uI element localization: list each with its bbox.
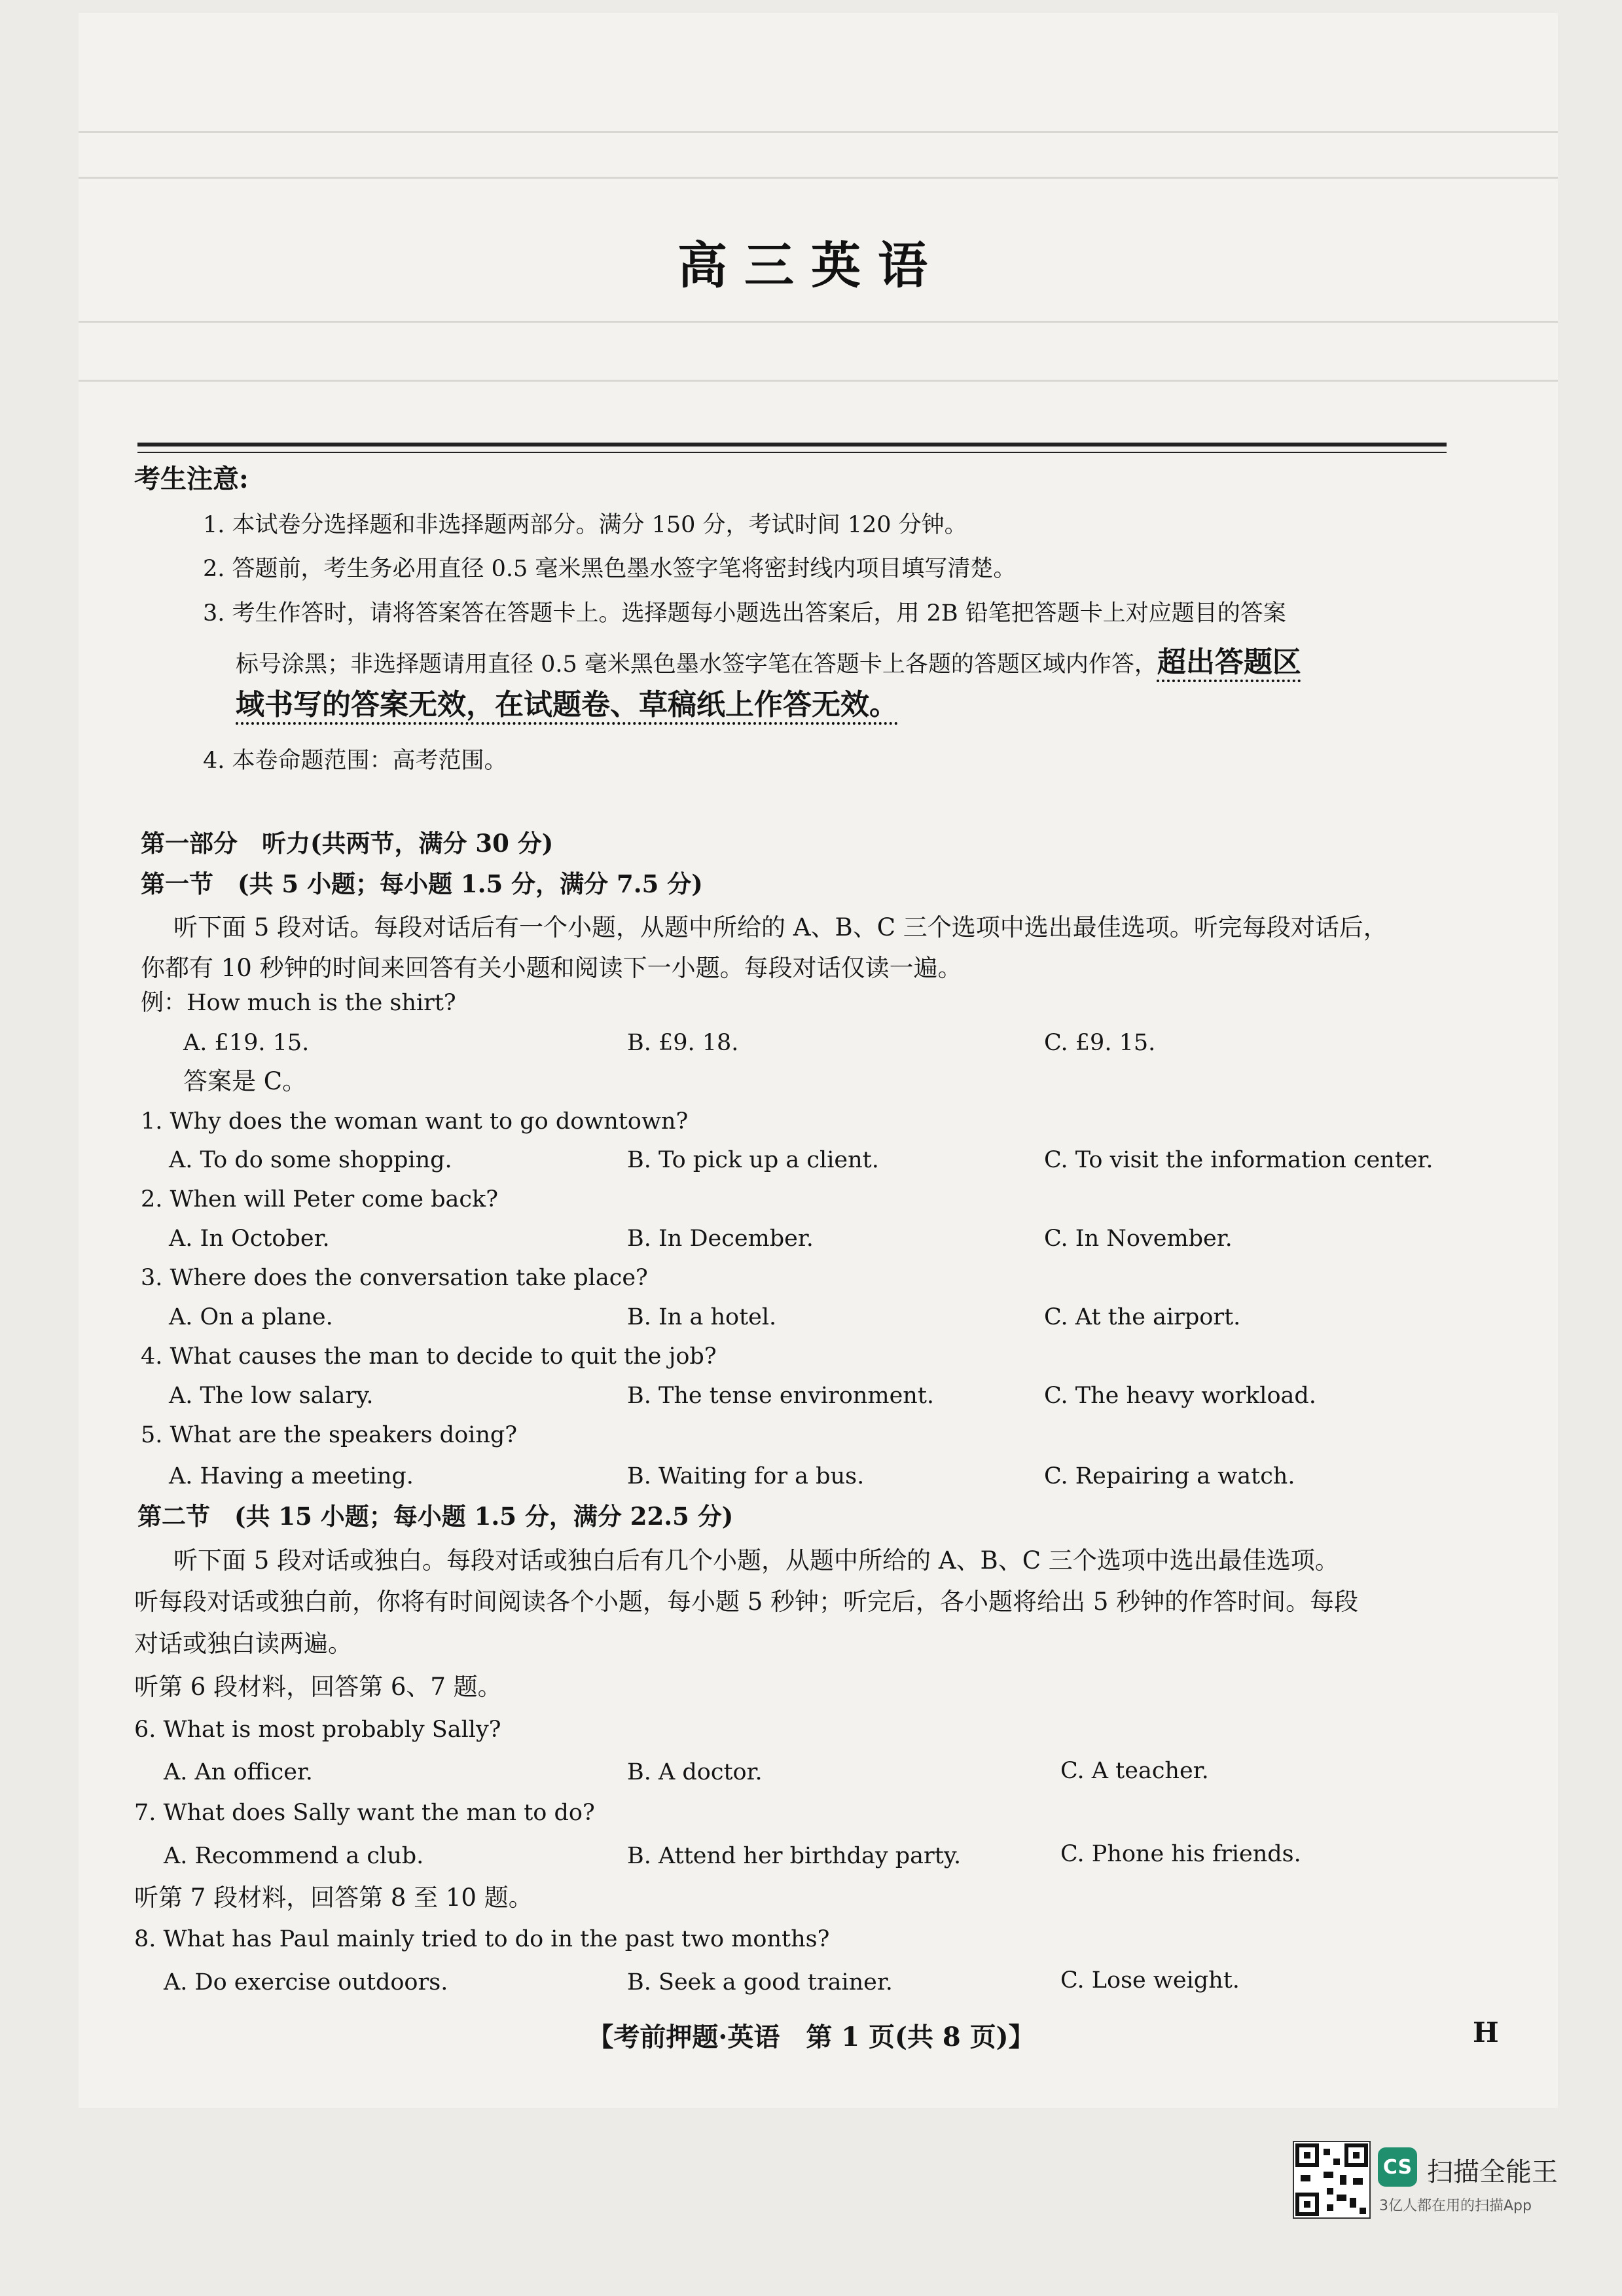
example-option-c: C. £9. 15.	[1044, 1030, 1156, 1056]
option-c: C. At the airport.	[1044, 1304, 1241, 1330]
option-b: B. In December.	[627, 1226, 814, 1252]
option-b: B. The tense environment.	[627, 1383, 935, 1409]
option-a: A. Having a meeting.	[169, 1463, 414, 1489]
option-a: A. To do some shopping.	[169, 1147, 452, 1173]
notice-item-2: 2. 答题前，考生务必用直径 0.5 毫米黑色墨水签字笔将密封线内项目填写清楚。	[203, 556, 1017, 582]
option-b: B. In a hotel.	[627, 1304, 777, 1330]
option-c: C. Lose weight.	[1060, 1967, 1240, 1994]
page-footer: 【考前押题·英语 第 1 页(共 8 页)】	[587, 2022, 1035, 2052]
section1-instructions-2: 你都有 10 秒钟的时间来回答有关小题和阅读下一小题。每段对话仅读一遍。	[141, 954, 962, 982]
scanner-app-name: 扫描全能王	[1427, 2157, 1558, 2187]
bleed-through-line	[79, 177, 1558, 179]
option-a: A. In October.	[169, 1226, 330, 1252]
exam-page	[79, 13, 1558, 2108]
option-c: C. Repairing a watch.	[1044, 1463, 1295, 1489]
option-a: A. The low salary.	[169, 1383, 374, 1409]
part1-heading: 第一部分 听力(共两节，满分 30 分)	[141, 829, 554, 858]
option-b: B. Waiting for a bus.	[627, 1463, 865, 1489]
option-c: C. The heavy workload.	[1044, 1383, 1316, 1409]
material-6-label: 听第 6 段材料，回答第 6、7 题。	[134, 1673, 502, 1701]
section2-heading: 第二节 (共 15 小题；每小题 1.5 分，满分 22.5 分)	[137, 1502, 734, 1531]
option-c: C. In November.	[1044, 1226, 1233, 1252]
section1-instructions-1: 听下面 5 段对话。每段对话后有一个小题，从题中所给的 A、B、C 三个选项中选出最佳选项。听完每段对话后，	[173, 913, 1388, 941]
notice-item-1: 1. 本试卷分选择题和非选择题两部分。满分 150 分，考试时间 120 分钟。	[203, 512, 967, 538]
scanner-tagline: 3亿人都在用的扫描App	[1379, 2198, 1532, 2214]
question-text: 1. Why does the woman want to go downtown?	[141, 1108, 689, 1135]
exam-title: 高三英语	[677, 236, 945, 295]
question-text: 5. What are the speakers doing?	[141, 1422, 518, 1448]
option-c: C. A teacher.	[1060, 1758, 1209, 1784]
option-b: B. A doctor.	[627, 1759, 763, 1785]
section2-instructions-3: 对话或独白读两遍。	[134, 1630, 352, 1658]
bleed-through-line	[79, 380, 1558, 382]
question-text: 4. What causes the man to decide to quit the job?	[141, 1343, 717, 1370]
question-text: 3. Where does the conversation take place?	[141, 1265, 648, 1291]
option-c: C. Phone his friends.	[1060, 1841, 1301, 1867]
option-b: B. Attend her birthday party.	[627, 1843, 962, 1869]
question-text: 7. What does Sally want the man to do?	[134, 1800, 595, 1826]
material-7-label: 听第 7 段材料，回答第 8 至 10 题。	[134, 1884, 533, 1912]
question-text: 6. What is most probably Sally?	[134, 1717, 501, 1743]
example-option-b: B. £9. 18.	[627, 1030, 739, 1056]
notice-item-3-line-2	[236, 648, 1301, 677]
option-a: A. An officer.	[164, 1759, 313, 1785]
qr-code-icon	[1293, 2141, 1371, 2219]
option-b: B. Seek a good trainer.	[627, 1969, 893, 1995]
bleed-through-line	[79, 321, 1558, 323]
section2-instructions-1: 听下面 5 段对话或独白。每段对话或独白后有几个小题，从题中所给的 A、B、C 三个选项中选出最佳选项。	[173, 1546, 1339, 1575]
example-option-a: A. £19. 15.	[183, 1030, 310, 1056]
option-a: A. On a plane.	[169, 1304, 333, 1330]
bleed-through-line	[79, 131, 1558, 133]
example-answer: 答案是 C。	[183, 1067, 307, 1095]
notice-item-4: 4. 本卷命题范围：高考范围。	[203, 748, 507, 774]
option-b: B. To pick up a client.	[627, 1147, 879, 1173]
section2-instructions-2: 听每段对话或独白前，你将有时间阅读各个小题，每小题 5 秒钟；听完后，各小题将给出 5 秒钟的作答时间。每段	[134, 1588, 1359, 1616]
paper-code: H	[1473, 2016, 1499, 2049]
header-rule-thin	[137, 452, 1447, 453]
question-text: 8. What has Paul mainly tried to do in the past two months?	[134, 1926, 830, 1952]
camscanner-logo-icon: CS	[1378, 2147, 1417, 2187]
header-rule-thick	[137, 443, 1447, 446]
notice-heading: 考生注意:	[134, 464, 249, 494]
notice-item-3-line-3: 域书写的答案无效，在试题卷、草稿纸上作答无效。	[236, 688, 898, 721]
option-a: A. Recommend a club.	[164, 1843, 424, 1869]
option-c: C. To visit the information center.	[1044, 1147, 1433, 1173]
notice-item-3-line-2-text: 标号涂黑；非选择题请用直径 0.5 毫米黑色墨水签字笔在答题卡上各题的答题区域内作答，	[236, 651, 1157, 678]
option-a: A. Do exercise outdoors.	[164, 1969, 448, 1995]
example-question: 例：How much is the shirt?	[141, 990, 456, 1016]
notice-item-3-line-1: 3. 考生作答时，请将答案答在答题卡上。选择题每小题选出答案后，用 2B 铅笔把答题卡上对应题目的答案	[203, 600, 1286, 627]
question-text: 2. When will Peter come back?	[141, 1186, 498, 1212]
notice-emphasis: 超出答题区	[1157, 646, 1301, 679]
section1-heading: 第一节 (共 5 小题；每小题 1.5 分，满分 7.5 分)	[141, 869, 703, 898]
